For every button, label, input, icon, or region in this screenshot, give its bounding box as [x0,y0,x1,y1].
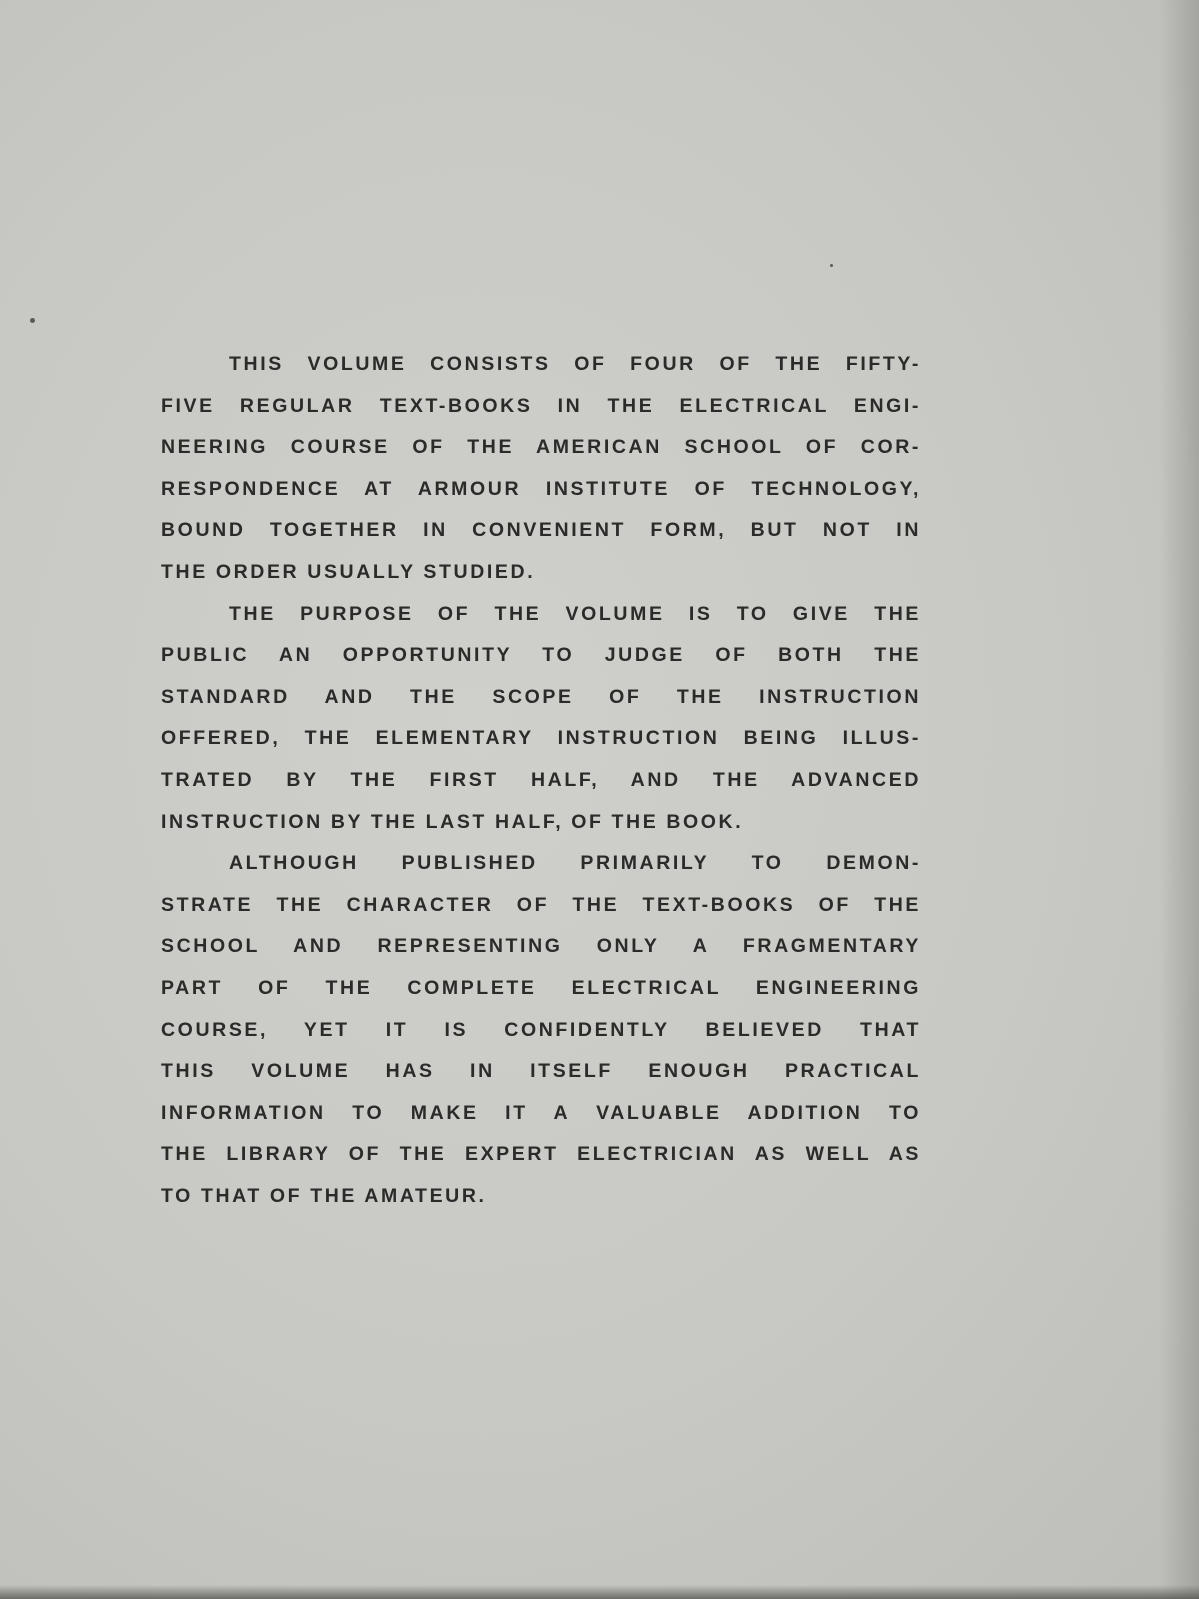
text-line: THE ORDER USUALLY STUDIED. [161,560,536,583]
text-line: THE LIBRARY OF THE EXPERT ELECTRICIAN AS WELL AS [161,1143,921,1166]
text-line: THIS VOLUME HAS IN ITSELF ENOUGH PRACTICAL [161,1060,921,1083]
text-line: ALTHOUGH PUBLISHED PRIMARILY TO DEMON- [229,852,921,875]
text-line: RESPONDENCE AT ARMOUR INSTITUTE OF TECHNOLOGY, [161,477,921,500]
text-line: TO THAT OF THE AMATEUR. [161,1184,487,1207]
text-line: OFFERED, THE ELEMENTARY INSTRUCTION BEING ILLUS- [161,727,921,750]
text-line: STANDARD AND THE SCOPE OF THE INSTRUCTION [161,685,921,708]
paper-speck [830,264,833,267]
paragraph-2 [161,594,921,844]
bottom-edge-shadow [0,1585,1199,1599]
text-line: INSTRUCTION BY THE LAST HALF, OF THE BOOK. [161,810,744,833]
text-line: THE PURPOSE OF THE VOLUME IS TO GIVE THE [229,602,921,625]
paragraph-3 [161,843,921,1217]
paragraph-1 [161,344,921,594]
text-line: NEERING COURSE OF THE AMERICAN SCHOOL OF COR- [161,436,921,459]
text-line: INFORMATION TO MAKE IT A VALUABLE ADDITION TO [161,1101,921,1124]
text-line: PUBLIC AN OPPORTUNITY TO JUDGE OF BOTH THE [161,644,921,667]
body-text [161,344,921,1217]
text-line: THIS VOLUME CONSISTS OF FOUR OF THE FIFTY- [229,353,921,375]
text-line: TRATED BY THE FIRST HALF, AND THE ADVANCED [161,768,921,791]
text-line: BOUND TOGETHER IN CONVENIENT FORM, BUT NOT IN [161,519,921,542]
text-line: SCHOOL AND REPRESENTING ONLY A FRAGMENTARY [161,935,921,958]
paper-speck [30,318,35,323]
page-edge-shadow [1159,0,1199,1599]
text-line: STRATE THE CHARACTER OF THE TEXT-BOOKS OF THE [161,893,921,916]
text-line: COURSE, YET IT IS CONFIDENTLY BELIEVED THAT [161,1018,921,1041]
text-line: PART OF THE COMPLETE ELECTRICAL ENGINEERING [161,976,921,999]
text-line: FIVE REGULAR TEXT-BOOKS IN THE ELECTRICAL ENGI- [161,394,921,417]
